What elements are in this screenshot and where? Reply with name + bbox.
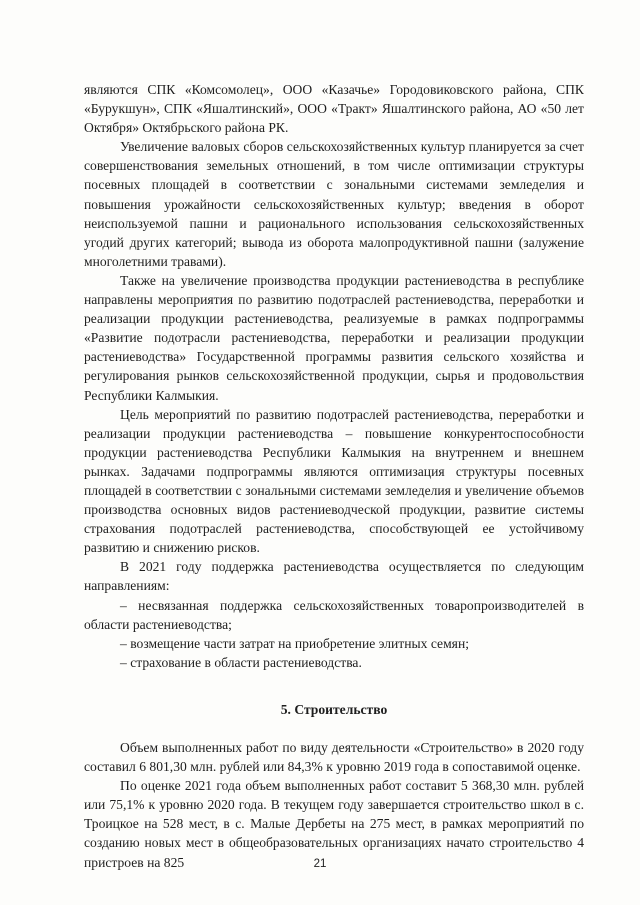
page-number: 21 xyxy=(313,858,327,870)
paragraph-farms-list: являются СПК «Комсомолец», ООО «Казачье» Городовиковского района, СПК «Бурукшун», СПК «Яшалтинский», ООО «Тракт» Яшалтинского района, АО «50 лет Октября» Октябрьского района РК. xyxy=(84,82,584,136)
paragraph-construction-estimate-2021: По оценке 2021 года объем выполненных работ составит 5 368,30 млн. рублей или 75,1% к уровню 2020 года. В текущем году завершается строительство школ в с. Троицкое на 528 мест, в с. Малые Дербеты на 275 мест, в рамках мероприятий по созданию новых мест в общеобразовательных организациях начато строительство 4 пристроев на 825 xyxy=(84,778,584,870)
paragraph-gross-harvest: Увеличение валовых сборов сельскохозяйственных культур планируется за счет совершенствования земельных отношений, в том числе оптимизации структуры посевных площадей в соответствии с зональными системами земледелия и повышения урожайности сельскохозяйственных культур; введения в оборот неиспользуемой пашни и рационального использования сельскохозяйственных угодий других категорий; вывода из оборота малопродуктивной пашни (залужение многолетними травами). xyxy=(84,139,584,269)
paragraph-support-directions: В 2021 году поддержка растениеводства осуществляется по следующим направлениям: xyxy=(84,559,584,594)
section-heading: 5. Строительство xyxy=(280,701,388,717)
paragraph-production-measures: Также на увеличение производства продукции растениеводства в республике направлены мероприятия по развитию подотраслей растениеводства, переработки и реализации продукции растениеводства, реализуемые в рамках подпрограммы «Развитие подотрасли растениеводства, переработки и реализации продукции растениеводства» Государственной программы развития сельского хозяйства и регулирования рынков сельскохозяйственной продукции, сырья и продовольствия Республики Калмыкия. xyxy=(84,272,584,403)
list-item-unrelated-support: – несвязанная поддержка сельскохозяйственных товаропроизводителей в области растениеводства; xyxy=(84,597,584,632)
list-item-elite-seeds: – возмещение части затрат на приобретение элитных семян; xyxy=(120,635,469,651)
paragraph-subprogram-goal: Цель мероприятий по развитию подотраслей растениеводства, переработки и реализации продукции растениеводства – повышение конкурентоспособности продукции растениеводства Республики Калмыкия на внутреннем и внешнем рынках. Задачами подпрограммы являются оптимизация структуры посевных площадей в соответствии с зональными системами земледелия и увеличение объемов производства основных видов растениеводческой продукции, развитие системы страхования подотраслей растениеводства, способствующей ее устойчивому развитию и снижению рисков. xyxy=(84,406,584,556)
paragraph-construction-volume-2020: Объем выполненных работ по виду деятельности «Строительство» в 2020 году составил 6 801,30 млн. рублей или 84,3% к уровню 2019 года в сопоставимой оценке. xyxy=(84,740,584,775)
list-item-crop-insurance: – страхование в области растениеводства. xyxy=(120,654,362,670)
